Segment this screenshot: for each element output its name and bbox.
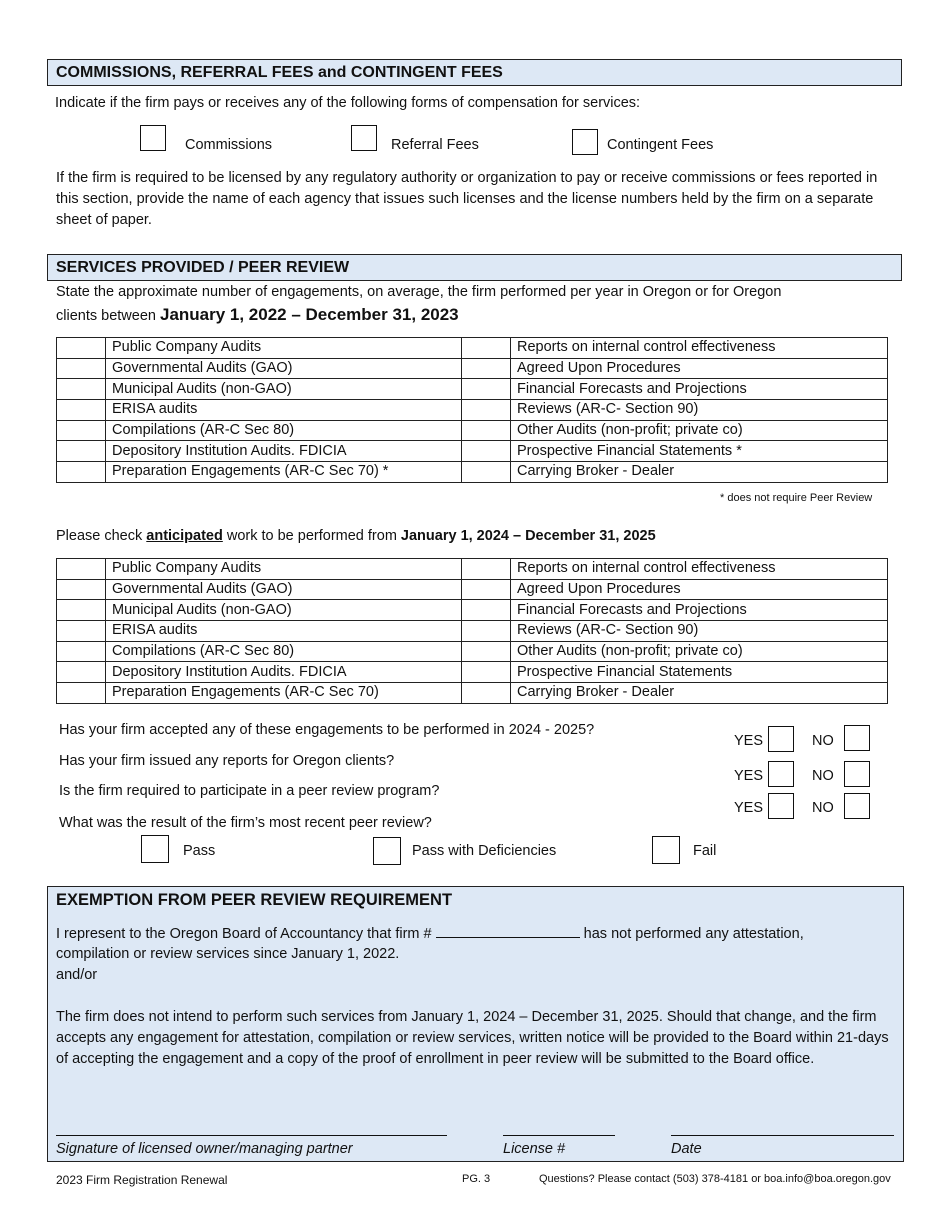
exemption-paragraph: The firm does not intend to perform such services from January 1, 2024 – December 31, 2025. Should that change, and the firm accepts any engagement for attestation, compilation or review services, written notice will be provided to the Board within 21-days of accepting the engagement and a copy of the proof of enrollment in peer review will be submitted to the Board office. <box>56 1009 889 1067</box>
count-cell-right[interactable] <box>462 358 511 379</box>
commissions-note: If the firm is required to be licensed by any regulatory authority or organization to pay or receive commissions or fees reported in this section, provide the name of each agency that issues such licenses and the license numbers held by the firm on a separate sheet of paper. <box>56 170 878 228</box>
count-cell-right[interactable] <box>462 641 511 662</box>
service-label-right: Reviews (AR-C- Section 90) <box>511 621 888 642</box>
services-table-anticipated <box>56 558 888 704</box>
service-label-left: Governmental Audits (GAO) <box>106 579 462 600</box>
services-table-past <box>56 337 888 483</box>
firm-number-field[interactable] <box>436 923 580 938</box>
count-cell-right[interactable] <box>462 462 511 483</box>
anticipated-period: January 1, 2024 – December 31, 2025 <box>400 528 656 544</box>
service-label-left: Governmental Audits (GAO) <box>106 358 462 379</box>
commissions-intro: Indicate if the firm pays or receives any of the following forms of compensation for services: <box>55 95 641 111</box>
table-row <box>57 462 888 483</box>
exemption-line1-pre: I represent to the Oregon Board of Accountancy that firm # <box>56 926 436 942</box>
anticipated-word: anticipated <box>146 528 223 544</box>
table-row <box>57 420 888 441</box>
pass-label: Pass <box>183 843 216 859</box>
service-label-right: Financial Forecasts and Projections <box>511 600 888 621</box>
table-row <box>57 358 888 379</box>
referral-fees-checkbox[interactable] <box>351 125 377 151</box>
q2-no-checkbox[interactable] <box>844 761 870 787</box>
service-label-right: Other Audits (non-profit; private co) <box>511 420 888 441</box>
service-label-left: Municipal Audits (non-GAO) <box>106 600 462 621</box>
service-label-left: Preparation Engagements (AR-C Sec 70) * <box>106 462 462 483</box>
count-cell-right[interactable] <box>462 683 511 704</box>
count-cell-left[interactable] <box>57 462 106 483</box>
service-label-right: Agreed Upon Procedures <box>511 579 888 600</box>
service-label-left: Depository Institution Audits. FDICIA <box>106 662 462 683</box>
services-intro-line1: State the approximate number of engagements, on average, the firm performed per year in Oregon or for Oregon <box>56 284 782 300</box>
services-intro-period: January 1, 2022 – December 31, 2023 <box>159 305 459 324</box>
footer-title: 2023 Firm Registration Renewal <box>56 1173 228 1187</box>
count-cell-left[interactable] <box>57 379 106 400</box>
q1-yes-label: YES <box>734 733 764 749</box>
table-row <box>57 559 888 580</box>
question-peer-result: What was the result of the firm’s most recent peer review? <box>59 815 432 831</box>
table-row <box>57 441 888 462</box>
peer-review-footnote: * does not require Peer Review <box>720 492 873 504</box>
count-cell-left[interactable] <box>57 579 106 600</box>
footer-contact: Questions? Please contact (503) 378-4181 or boa.info@boa.oregon.gov <box>539 1173 891 1185</box>
service-label-left: Compilations (AR-C Sec 80) <box>106 641 462 662</box>
anticipated-mid: work to be performed from <box>222 528 401 544</box>
date-line[interactable] <box>671 1135 894 1136</box>
service-label-right: Agreed Upon Procedures <box>511 358 888 379</box>
q3-yes-label: YES <box>734 800 764 816</box>
service-label-left: Preparation Engagements (AR-C Sec 70) <box>106 683 462 704</box>
count-cell-left[interactable] <box>57 641 106 662</box>
service-label-left: ERISA audits <box>106 400 462 421</box>
service-label-right: Reports on internal control effectiveness <box>511 559 888 580</box>
count-cell-left[interactable] <box>57 683 106 704</box>
commissions-label: Commissions <box>185 137 273 153</box>
count-cell-left[interactable] <box>57 338 106 359</box>
count-cell-left[interactable] <box>57 559 106 580</box>
pass-with-deficiencies-checkbox[interactable] <box>373 837 401 865</box>
footer-page: PG. 3 <box>462 1173 491 1185</box>
referral-fees-label: Referral Fees <box>391 137 479 153</box>
commissions-checkbox[interactable] <box>140 125 166 151</box>
services-intro-prefix: clients between <box>56 308 160 324</box>
table-row <box>57 600 888 621</box>
table-row <box>57 579 888 600</box>
services-header: SERVICES PROVIDED / PEER REVIEW <box>47 254 902 281</box>
anticipated-intro <box>56 526 656 547</box>
q3-no-label: NO <box>812 800 834 816</box>
service-label-left: ERISA audits <box>106 621 462 642</box>
service-label-right: Carrying Broker - Dealer <box>511 683 888 704</box>
question-peer-program: Is the firm required to participate in a peer review program? <box>59 783 440 799</box>
q3-yes-checkbox[interactable] <box>768 793 794 819</box>
commissions-header: COMMISSIONS, REFERRAL FEES and CONTINGENT FEES <box>47 59 902 86</box>
q3-no-checkbox[interactable] <box>844 793 870 819</box>
table-row <box>57 621 888 642</box>
count-cell-right[interactable] <box>462 662 511 683</box>
exemption-line1-post: has not performed any attestation, <box>579 926 804 942</box>
service-label-left: Municipal Audits (non-GAO) <box>106 379 462 400</box>
signature-line[interactable] <box>56 1135 447 1136</box>
count-cell-right[interactable] <box>462 441 511 462</box>
table-row <box>57 683 888 704</box>
service-label-right: Reviews (AR-C- Section 90) <box>511 400 888 421</box>
count-cell-right[interactable] <box>462 400 511 421</box>
signature-label: Signature of licensed owner/managing partner <box>56 1141 353 1157</box>
count-cell-right[interactable] <box>462 379 511 400</box>
count-cell-left[interactable] <box>57 621 106 642</box>
date-label: Date <box>671 1141 702 1157</box>
anticipated-pre: Please check <box>56 528 147 544</box>
count-cell-right[interactable] <box>462 579 511 600</box>
table-row <box>57 400 888 421</box>
license-label: License # <box>503 1141 566 1157</box>
table-row <box>57 641 888 662</box>
fail-checkbox[interactable] <box>652 836 680 864</box>
exemption-line2: compilation or review services since January 1, 2022. <box>56 946 400 962</box>
table-row <box>57 338 888 359</box>
count-cell-left[interactable] <box>57 441 106 462</box>
service-label-left: Depository Institution Audits. FDICIA <box>106 441 462 462</box>
q2-yes-checkbox[interactable] <box>768 761 794 787</box>
service-label-left: Public Company Audits <box>106 559 462 580</box>
service-label-right: Carrying Broker - Dealer <box>511 462 888 483</box>
service-label-right: Financial Forecasts and Projections <box>511 379 888 400</box>
pass-with-deficiencies-label: Pass with Deficiencies <box>412 843 557 859</box>
pass-checkbox[interactable] <box>141 835 169 863</box>
service-label-right: Reports on internal control effectiveness <box>511 338 888 359</box>
service-label-left: Compilations (AR-C Sec 80) <box>106 420 462 441</box>
table-row <box>57 379 888 400</box>
q1-no-label: NO <box>812 733 834 749</box>
license-line[interactable] <box>503 1135 615 1136</box>
count-cell-right[interactable] <box>462 600 511 621</box>
count-cell-right[interactable] <box>462 621 511 642</box>
count-cell-right[interactable] <box>462 420 511 441</box>
q2-no-label: NO <box>812 768 834 784</box>
q2-yes-label: YES <box>734 768 764 784</box>
service-label-right: Prospective Financial Statements * <box>511 441 888 462</box>
fail-label: Fail <box>693 843 717 859</box>
q1-yes-checkbox[interactable] <box>768 726 794 752</box>
service-label-left: Public Company Audits <box>106 338 462 359</box>
exemption-header: EXEMPTION FROM PEER REVIEW REQUIREMENT <box>56 891 453 909</box>
contingent-fees-checkbox[interactable] <box>572 129 598 155</box>
count-cell-left[interactable] <box>57 400 106 421</box>
table-row <box>57 662 888 683</box>
count-cell-left[interactable] <box>57 662 106 683</box>
services-intro-line2 <box>56 304 459 327</box>
question-issued: Has your firm issued any reports for Oregon clients? <box>59 753 395 769</box>
count-cell-right[interactable] <box>462 338 511 359</box>
service-label-right: Other Audits (non-profit; private co) <box>511 641 888 662</box>
contingent-fees-label: Contingent Fees <box>607 137 714 153</box>
count-cell-left[interactable] <box>57 358 106 379</box>
service-label-right: Prospective Financial Statements <box>511 662 888 683</box>
question-accepted: Has your firm accepted any of these engagements to be performed in 2024 - 2025? <box>59 722 595 738</box>
count-cell-left[interactable] <box>57 420 106 441</box>
count-cell-left[interactable] <box>57 600 106 621</box>
count-cell-right[interactable] <box>462 559 511 580</box>
q1-no-checkbox[interactable] <box>844 725 870 751</box>
exemption-box <box>47 886 904 1162</box>
exemption-line1 <box>56 923 804 945</box>
exemption-andor: and/or <box>56 967 98 983</box>
